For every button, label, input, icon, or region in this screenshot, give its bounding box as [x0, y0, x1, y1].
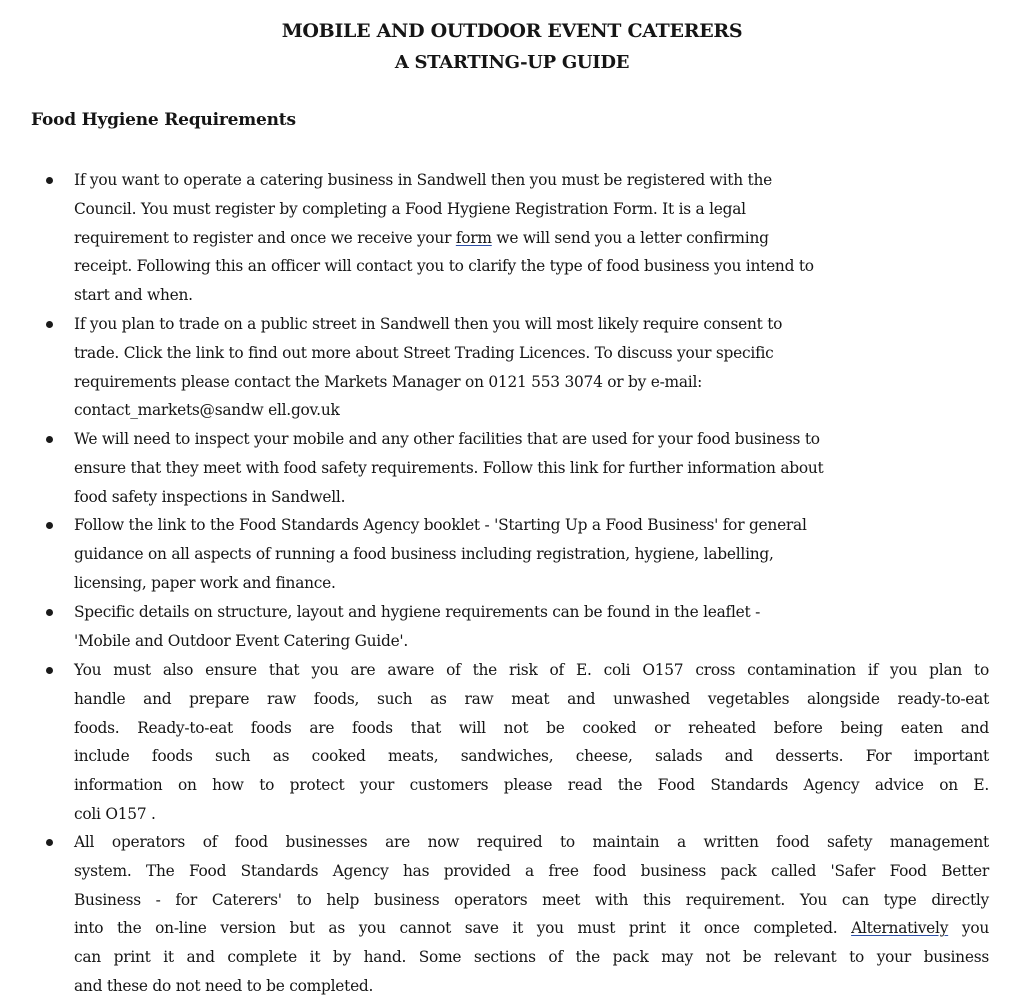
- text-line: Council. You must register by completing a Food Hygiene Registration Form. It is a legal: [74, 199, 746, 218]
- text-line: guidance on all aspects of running a food business including registration, hygiene, labelling,: [74, 544, 774, 563]
- text-line: and these do not need to be completed.: [74, 977, 374, 995]
- text-line: If you plan to trade on a public street in Sandwell then you will most likely require consent to: [74, 315, 783, 333]
- text-line: licensing, paper work and finance.: [74, 573, 336, 592]
- text-line: include foods such as cooked meats, sandwiches, cheese, salads and desserts. For important: [74, 747, 989, 766]
- text-line: Business - for Caterers' to help business operators meet with this requirement. You can type directly: [74, 890, 989, 909]
- text-line: information on how to protect your customers please read the Food Standards Agency advice on E.: [74, 776, 989, 795]
- text-line: system. The Food Standards Agency has provided a free food business pack called 'Safer Food Better: [74, 861, 989, 880]
- text-line: You must also ensure that you are aware of the risk of E. coli O157 cross contamination if you plan to: [74, 661, 989, 679]
- text-line: coli O157 .: [74, 805, 156, 823]
- section-heading: Food Hygiene Requirements: [31, 110, 296, 130]
- document-title: MOBILE AND OUTDOOR EVENT CATERERS: [281, 20, 743, 42]
- text-line: [74, 918, 989, 938]
- text-segment: requirement to register and once we receive your: [74, 228, 456, 247]
- text-line: ensure that they meet with food safety requirements. Follow this link for further information about: [74, 458, 824, 477]
- text-segment: we will send you a letter confirming: [491, 228, 769, 247]
- text-line: requirements please contact the Markets Manager on 0121 553 3074 or by e-mail:: [74, 372, 703, 391]
- bullet-icon: [46, 321, 53, 328]
- text-line: handle and prepare raw foods, such as raw meat and unwashed vegetables alongside ready-to-eat: [74, 689, 989, 708]
- text-line: 'Mobile and Outdoor Event Catering Guide'.: [74, 631, 409, 650]
- spellcheck-word: Alternatively: [851, 919, 949, 938]
- text-line: foods. Ready-to-eat foods are foods that will not be cooked or reheated before being eaten and: [74, 718, 989, 737]
- text-line: food safety inspections in Sandwell.: [74, 487, 346, 506]
- text-segment: you: [948, 919, 989, 938]
- text-segment: into the on-line version but as you cannot save it you must print it once completed.: [74, 919, 852, 938]
- document-subtitle: A STARTING-UP GUIDE: [394, 52, 630, 73]
- bullet-icon: [46, 522, 53, 529]
- text-line: We will need to inspect your mobile and any other facilities that are used for your food business to: [74, 430, 820, 448]
- text-line: receipt. Following this an officer will contact you to clarify the type of food business you intend to: [74, 257, 814, 276]
- text-line: can print it and complete it by hand. Some sections of the pack may not be relevant to your business: [74, 948, 989, 967]
- bullet-icon: [46, 177, 53, 184]
- bullet-icon: [46, 609, 53, 616]
- text-line: start and when.: [74, 286, 193, 305]
- bullet-icon: [46, 436, 53, 443]
- bullet-icon: [46, 667, 53, 674]
- text-line: If you want to operate a catering business in Sandwell then you must be registered with the: [74, 171, 772, 189]
- text-line: All operators of food businesses are now required to maintain a written food safety management: [74, 833, 989, 851]
- text-line: Specific details on structure, layout and hygiene requirements can be found in the leaflet -: [74, 603, 761, 621]
- text-line: Follow the link to the Food Standards Agency booklet - 'Starting Up a Food Business' for general: [74, 516, 807, 534]
- form-link[interactable]: form: [455, 228, 492, 247]
- text-line: contact_markets@sandw ell.gov.uk: [74, 401, 340, 420]
- text-line: [74, 228, 769, 248]
- bullet-icon: [46, 839, 53, 846]
- text-line: trade. Click the link to find out more about Street Trading Licences. To discuss your specific: [74, 343, 774, 362]
